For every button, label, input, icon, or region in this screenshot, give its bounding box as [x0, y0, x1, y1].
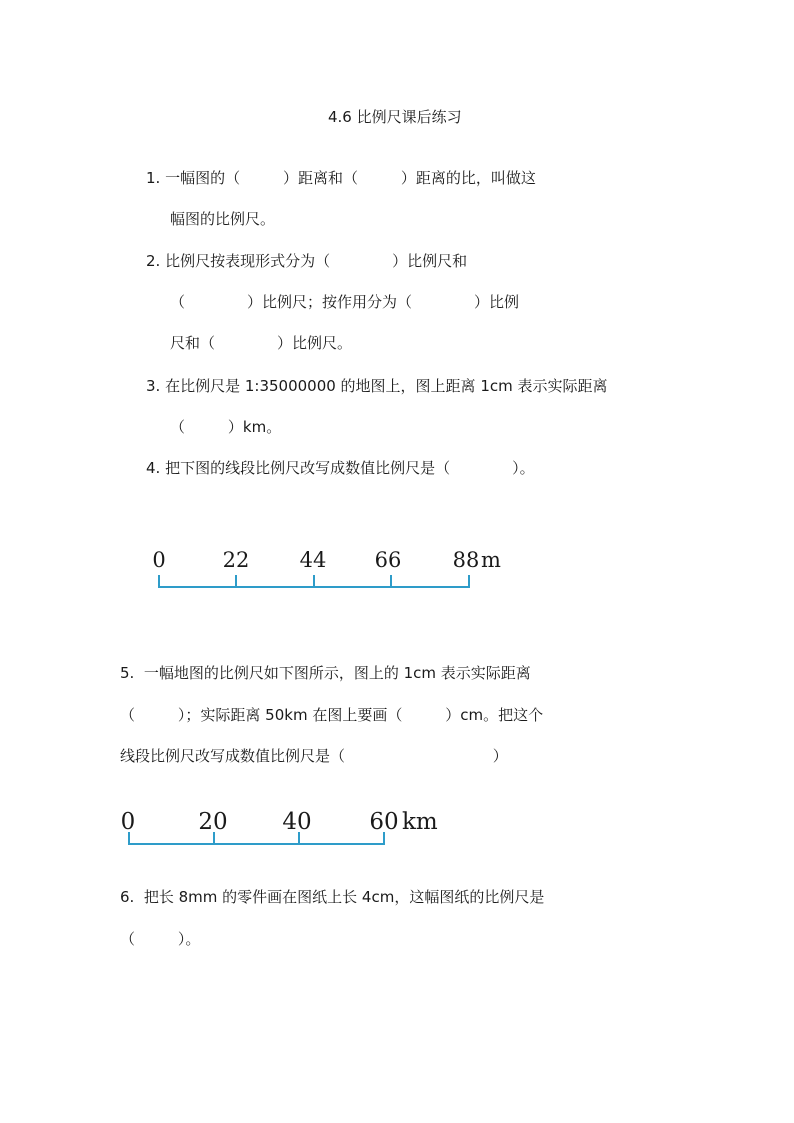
question-2-line-3: 尺和（ ）比例尺。 — [170, 334, 352, 352]
question-5-line-2: （ ）；实际距离 50km 在图上要画（ ）cm。把这个 — [120, 706, 544, 724]
scale-bar-1 — [152, 548, 501, 588]
scale-bar-2-label: 0 — [120, 809, 136, 835]
scale-bar-2-unit: km — [402, 809, 438, 835]
scale-bar-1-label: 22 — [222, 548, 250, 572]
question-2-line-2: （ ）比例尺；按作用分为（ ）比例 — [170, 293, 519, 311]
question-6-line-2: （ ）。 — [120, 930, 201, 948]
question-1-line-1: 1. 一幅图的（ ）距离和（ ）距离的比，叫做这 — [146, 169, 536, 187]
scale-bar-1-label: 88 — [452, 548, 480, 572]
question-6-line-1: 6. 把长 8mm 的零件画在图纸上长 4cm，这幅图纸的比例尺是 — [120, 888, 545, 906]
question-3-line-1: 3. 在比例尺是 1:35000000 的地图上，图上距离 1cm 表示实际距离 — [146, 377, 608, 395]
scale-bar-2-label: 20 — [198, 809, 228, 835]
question-3-line-2: （ ）km。 — [170, 418, 282, 436]
scale-bar-2-label: 60 — [369, 809, 399, 835]
scale-bar-1-label: 44 — [299, 548, 327, 572]
question-5-line-3: 线段比例尺改写成数值比例尺是（ ） — [120, 747, 508, 765]
scale-bar-1-label: 66 — [374, 548, 402, 572]
page-title: 4.6 比例尺课后练习 — [328, 108, 462, 126]
scale-bar-1-label: 0 — [152, 548, 166, 572]
question-1-line-2: 幅图的比例尺。 — [170, 210, 276, 228]
scale-bar-2 — [121, 809, 438, 845]
question-4-line-1: 4. 把下图的线段比例尺改写成数值比例尺是（ ）。 — [146, 459, 535, 477]
question-2-line-1: 2. 比例尺按表现形式分为（ ）比例尺和 — [146, 252, 468, 270]
question-5-line-1: 5. 一幅地图的比例尺如下图所示，图上的 1cm 表示实际距离 — [120, 664, 531, 682]
scale-bar-1-unit: m — [481, 548, 501, 572]
scale-bar-2-label: 40 — [282, 809, 312, 835]
